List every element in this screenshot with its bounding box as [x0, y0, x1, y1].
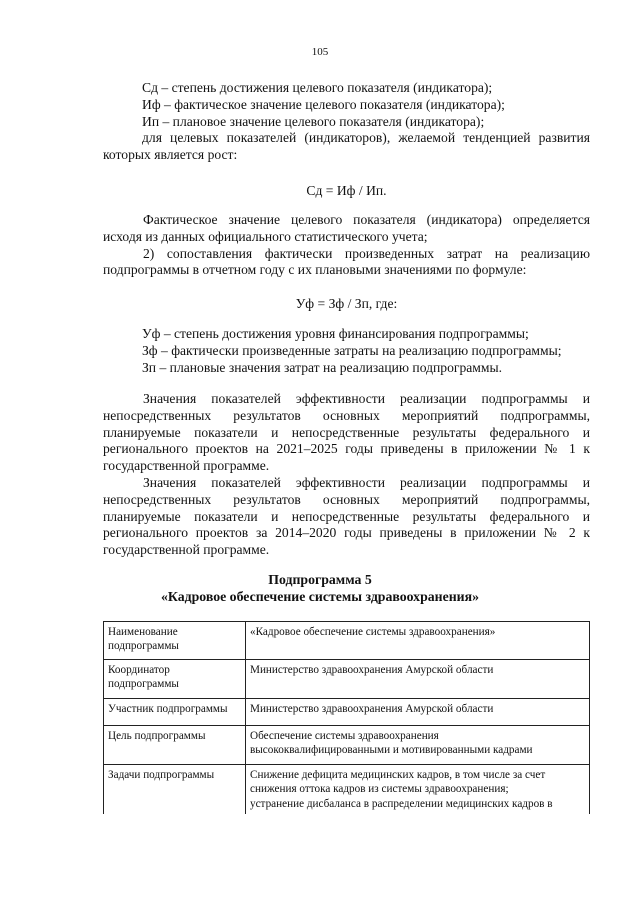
- table-value-cell: [246, 622, 590, 660]
- definition-line: Ип – плановое значение целевого показателя (индикатора);: [142, 113, 485, 129]
- formula-2: Уф = Зф / Зп, где:: [295, 296, 398, 311]
- cell-line: «Кадровое обеспечение системы здравоохранения»: [250, 626, 496, 638]
- paragraph-line: регионального проектов за 2014–2020 годы приведены в приложении № 2 к: [103, 525, 590, 541]
- paragraph-line: государственной программе.: [103, 458, 270, 474]
- definition-line: Уф – степень достижения уровня финансирования подпрограммы;: [142, 326, 529, 341]
- table-row: [104, 699, 590, 726]
- table-key-cell: [104, 660, 246, 699]
- paragraph-line: непосредственных результатов основных мероприятий подпрограммы,: [103, 491, 590, 507]
- definition-line: для целевых показателей (индикаторов), желаемой тенденцией развития: [142, 130, 590, 146]
- paragraph-line: Значения показателей эффективности реализации подпрограммы и: [143, 475, 590, 490]
- paragraph-line: 2) сопоставления фактически произведенных затрат на реализацию: [143, 245, 590, 261]
- paragraph-line: регионального проектов на 2021–2025 годы приведены в приложении № 1 к: [103, 441, 590, 457]
- cell-line: Участник подпрограммы: [108, 703, 228, 715]
- formula-1: Сд = Иф / Ип.: [306, 183, 387, 198]
- table-key-cell: [104, 622, 246, 660]
- definitions-block-2: [103, 326, 590, 376]
- cell-line: устранение дисбаланса в распределении медицинских кадров в: [250, 797, 553, 810]
- page-number: 105: [311, 46, 329, 58]
- cell-line: Цель подпрограммы: [108, 730, 206, 742]
- cell-line: высококвалифицированными и мотивированными кадрами: [250, 744, 533, 757]
- paragraph-line: планируемые показатели и непосредственные результаты федерального и: [103, 508, 590, 524]
- definition-line: Зп – плановые значения затрат на реализацию подпрограммы.: [142, 359, 503, 375]
- subprogram-title: «Кадровое обеспечение системы здравоохранения»: [161, 589, 479, 604]
- table-row: [104, 660, 590, 699]
- definition-line: Зф – фактически произведенные затраты на реализацию подпрограммы;: [142, 342, 562, 358]
- table-row: [104, 726, 590, 765]
- cell-line: Министерство здравоохранения Амурской области: [250, 703, 494, 715]
- table-value-cell: [246, 699, 590, 726]
- subprogram-heading: Подпрограмма 5: [268, 572, 372, 587]
- paragraph-line: подпрограммы в отчетном году с их плановыми значениями по формуле:: [103, 262, 527, 278]
- cell-line: Наименование: [108, 626, 178, 638]
- table-row: [104, 765, 590, 815]
- cell-line: Министерство здравоохранения Амурской области: [250, 664, 494, 676]
- paragraph-line: непосредственных результатов основных мероприятий подпрограммы,: [103, 407, 590, 423]
- definition-line: которых является рост:: [103, 147, 238, 163]
- paragraph-line: государственной программе.: [103, 542, 270, 558]
- table-row: [104, 622, 590, 660]
- cell-line: Координатор: [108, 664, 170, 676]
- paragraph-line: Значения показателей эффективности реализации подпрограммы и: [143, 391, 590, 406]
- cell-line: подпрограммы: [108, 678, 179, 691]
- paragraph-line: планируемые показатели и непосредственные результаты федерального и: [103, 424, 590, 440]
- table-value-cell: [246, 726, 590, 765]
- table-value-cell: [246, 660, 590, 699]
- paragraph-line: исходя из данных официального статистического учета;: [103, 228, 428, 244]
- cell-line: Снижение дефицита медицинских кадров, в том числе за счет: [250, 769, 546, 781]
- subprogram-passport-table: [103, 621, 590, 814]
- cell-line: Задачи подпрограммы: [108, 769, 215, 781]
- cell-line: Обеспечение системы здравоохранения: [250, 730, 439, 742]
- definition-line: Иф – фактическое значение целевого показателя (индикатора);: [142, 96, 505, 112]
- table-key-cell: [104, 699, 246, 726]
- definition-line: Сд – степень достижения целевого показателя (индикатора);: [142, 80, 493, 95]
- paragraph-2: [103, 391, 590, 475]
- paragraph-1: [103, 212, 590, 279]
- table-key-cell: [104, 726, 246, 765]
- table-key-cell: [104, 765, 246, 815]
- cell-line: снижения оттока кадров из системы здравоохранения;: [250, 783, 509, 796]
- paragraph-3: [103, 475, 590, 559]
- table-value-cell: [246, 765, 590, 815]
- definitions-block-1: [103, 80, 590, 164]
- cell-line: подпрограммы: [108, 640, 179, 653]
- paragraph-line: Фактическое значение целевого показателя (индикатора) определяется: [143, 212, 590, 227]
